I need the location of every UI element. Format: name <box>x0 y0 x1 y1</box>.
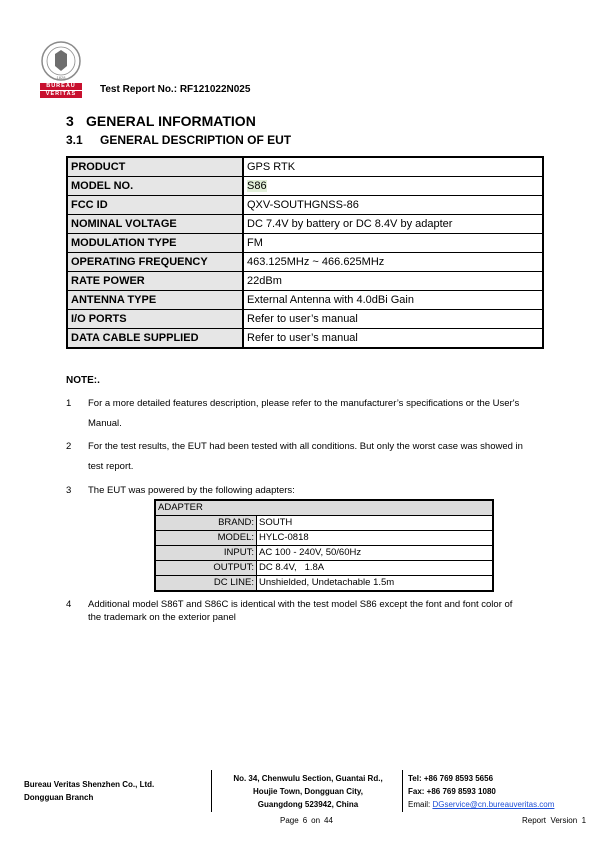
row-value: Refer to user’s manual <box>243 329 543 349</box>
row-value <box>243 177 543 196</box>
logo-band-2: VERITAS <box>45 91 77 97</box>
address-line: No. 34, Chenwulu Section, Guantai Rd., <box>233 774 383 783</box>
row-value: 463.125MHz ~ 466.625MHz <box>243 253 543 272</box>
phone-number: Tel: +86 769 8593 5656 <box>408 774 494 783</box>
email-label: Email: <box>408 800 431 809</box>
row-value: DC 7.4V by battery or DC 8.4V by adapter <box>243 215 543 234</box>
row-label: OPERATING FREQUENCY <box>67 253 243 272</box>
adapter-header: ADAPTER <box>155 500 493 516</box>
subsection-number: 3.1 <box>66 133 83 147</box>
footer-address <box>218 772 398 811</box>
company-branch: Dongguan Branch <box>24 793 94 802</box>
address-line: Guangdong 523942, China <box>257 800 359 809</box>
fax-number: Fax: +86 769 8593 1080 <box>408 787 496 796</box>
note-text: For the test results, the EUT had been tested with all conditions. But only the worst case was showed in test report. <box>88 441 523 472</box>
adapter-key: BRAND: <box>155 516 257 531</box>
adapter-value: SOUTH <box>257 516 494 531</box>
address-line: Houjie Town, Dongguan City, <box>253 787 363 796</box>
table-row <box>67 291 543 310</box>
row-value: GPS RTK <box>243 157 543 177</box>
row-label: ANTENNA TYPE <box>67 291 243 310</box>
adapter-value: AC 100 - 240V, 50/60Hz <box>257 546 494 561</box>
table-row <box>67 329 543 349</box>
table-row <box>67 253 543 272</box>
note-number: 1 <box>66 398 72 409</box>
table-row <box>155 561 493 576</box>
row-value: External Antenna with 4.0dBi Gain <box>243 291 543 310</box>
footer-divider <box>211 770 212 812</box>
page-of: on <box>311 816 321 825</box>
page-total: 44 <box>324 816 333 825</box>
table-row <box>155 500 493 516</box>
adapter-key: DC LINE: <box>155 576 257 592</box>
table-row <box>67 310 543 329</box>
page-number <box>280 816 337 825</box>
adapter-key: INPUT: <box>155 546 257 561</box>
section-title-text: GENERAL INFORMATION <box>86 113 256 129</box>
report-version: Report Version 1 <box>522 816 587 825</box>
table-row <box>67 157 543 177</box>
adapter-value: DC 8.4V, 1.8A <box>257 561 494 576</box>
note-heading: NOTE:. <box>66 375 100 386</box>
note-number: 2 <box>66 441 72 452</box>
table-row <box>155 516 493 531</box>
company-name: Bureau Veritas Shenzhen Co., Ltd. <box>24 780 155 789</box>
note-number: 3 <box>66 485 72 496</box>
row-label: PRODUCT <box>67 157 243 177</box>
row-label: RATE POWER <box>67 272 243 291</box>
report-number: Test Report No.: RF121022N025 <box>100 84 251 95</box>
bureau-veritas-logo <box>38 40 84 100</box>
row-label: MODULATION TYPE <box>67 234 243 253</box>
table-row <box>67 272 543 291</box>
adapter-key: OUTPUT: <box>155 561 257 576</box>
table-row <box>67 196 543 215</box>
footer-company <box>24 778 154 804</box>
email-link[interactable]: DGservice@cn.bureauveritas.com <box>432 800 555 809</box>
table-row <box>67 234 543 253</box>
section-title <box>66 113 256 129</box>
subsection-title <box>66 133 291 147</box>
note-text: For a more detailed features description, please refer to the manufacturer’s specifications or the User's Manual. <box>88 398 520 429</box>
table-row <box>155 576 493 592</box>
logo-year: 1828 <box>56 75 66 80</box>
adapter-key: MODEL: <box>155 531 257 546</box>
row-label: FCC ID <box>67 196 243 215</box>
footer-divider <box>402 770 403 812</box>
adapter-value: Unshielded, Undetachable 1.5m <box>257 576 494 592</box>
table-row <box>155 546 493 561</box>
subsection-title-text: GENERAL DESCRIPTION OF EUT <box>100 133 292 147</box>
row-label: MODEL NO. <box>67 177 243 196</box>
row-value: QXV-SOUTHGNSS-86 <box>243 196 543 215</box>
eut-table <box>66 156 544 349</box>
logo-band-1: BUREAU <box>46 83 76 89</box>
adapter-table <box>154 499 494 592</box>
row-label: I/O PORTS <box>67 310 243 329</box>
row-value: 22dBm <box>243 272 543 291</box>
page-current: 6 <box>302 816 308 825</box>
section-number: 3 <box>66 113 74 129</box>
table-row <box>155 531 493 546</box>
note-text: The EUT was powered by the following adapters: <box>88 485 295 496</box>
row-value: FM <box>243 234 543 253</box>
model-value-highlight: S86 <box>247 180 267 192</box>
note-text: Additional model S86T and S86C is identical with the test model S86 except the font and font color of the trademark on the exterior panel <box>88 599 513 623</box>
footer-contact <box>408 772 554 811</box>
page-label: Page <box>280 816 299 825</box>
row-value: Refer to user’s manual <box>243 310 543 329</box>
row-label: NOMINAL VOLTAGE <box>67 215 243 234</box>
note-number: 4 <box>66 599 72 610</box>
row-label: DATA CABLE SUPPLIED <box>67 329 243 349</box>
table-row <box>67 177 543 196</box>
table-row <box>67 215 543 234</box>
adapter-value: HYLC-0818 <box>257 531 494 546</box>
